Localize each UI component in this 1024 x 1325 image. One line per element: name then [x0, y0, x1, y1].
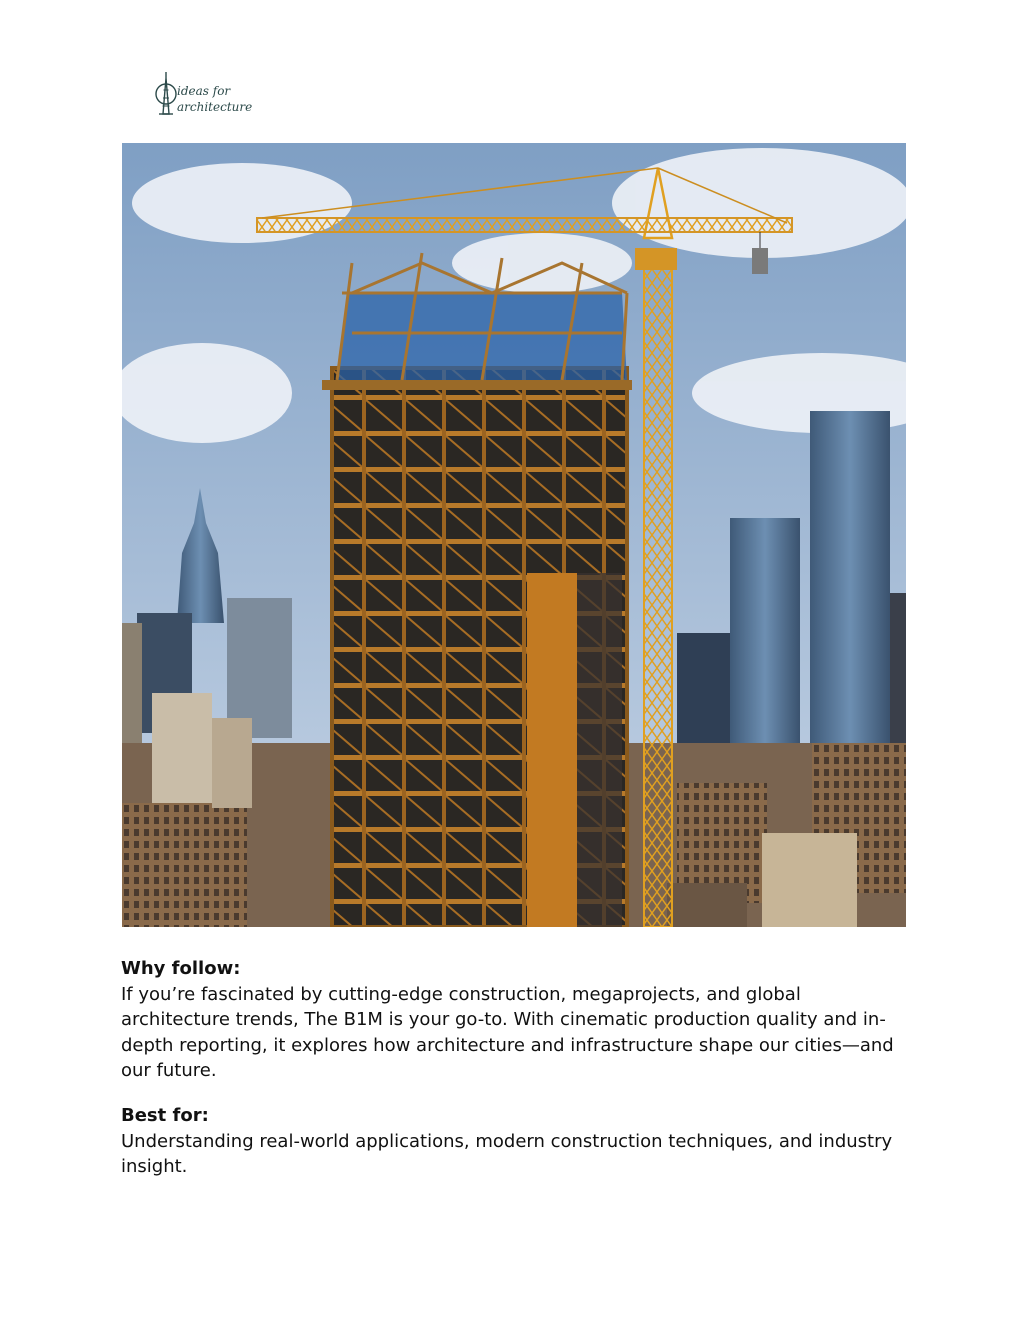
- section-body: If you’re fascinated by cutting-edge construction, megaprojects, and global architecture trends, The B1M is your go-to. With cinematic production quality and in-depth reporting, it explores how architecture and infrastructure shape our cities—and our future.: [121, 983, 894, 1081]
- section-heading: Why follow:: [121, 958, 241, 979]
- logo-text-line2: architecture: [177, 100, 253, 114]
- section-body: Understanding real-world applications, modern construction techniques, and industry insight.: [121, 1130, 893, 1177]
- best-for-section: [121, 1103, 901, 1180]
- skyline-illustration: [122, 143, 906, 927]
- construction-photo: [122, 143, 906, 927]
- brand-logo[interactable]: [155, 70, 255, 120]
- why-follow-section: [121, 956, 901, 1084]
- logo-text-line1: ideas for: [177, 84, 231, 98]
- section-heading: Best for:: [121, 1105, 209, 1126]
- tower-logo-icon: [155, 70, 177, 118]
